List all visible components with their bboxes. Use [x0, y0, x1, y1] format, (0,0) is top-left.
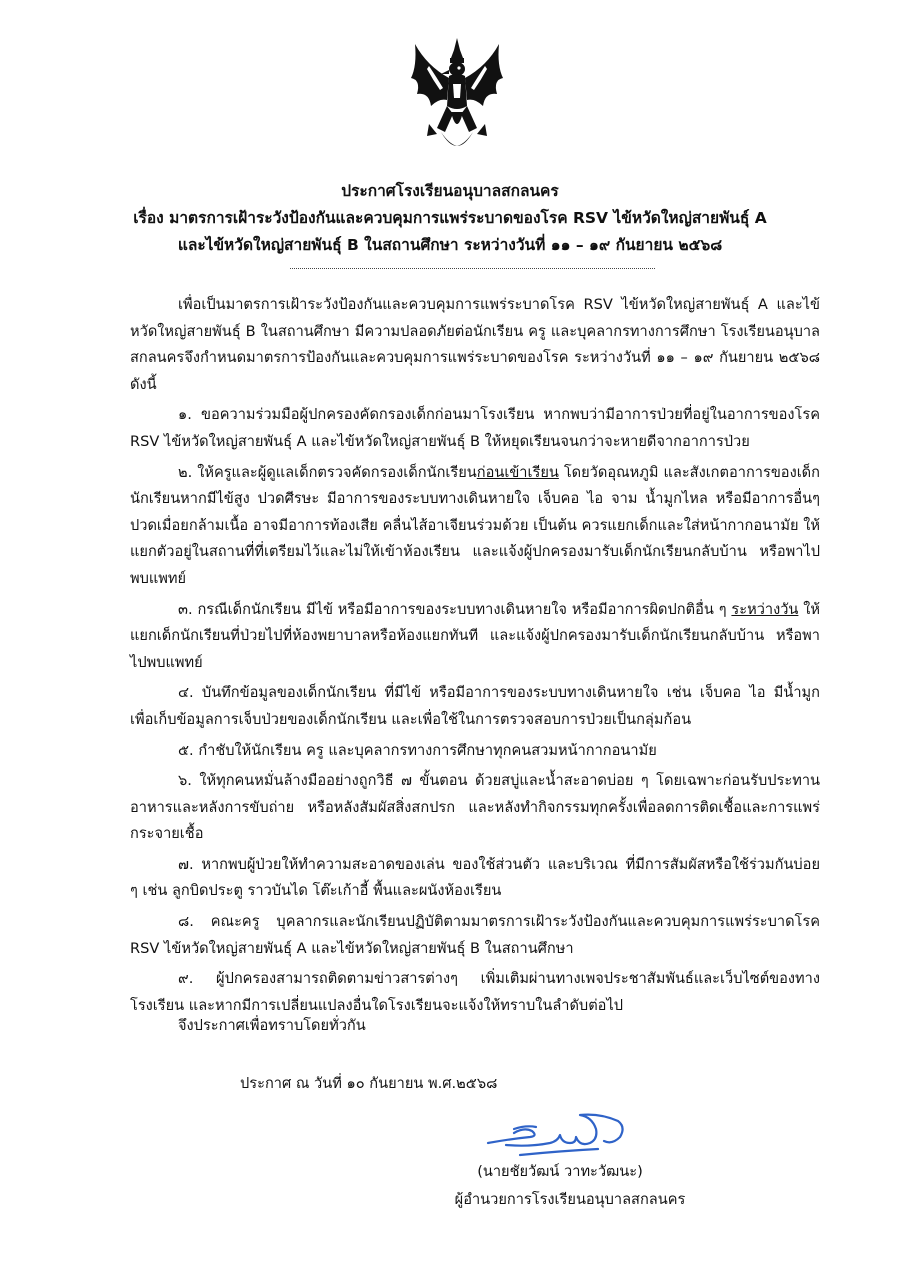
measure-item-2-underlined: ก่อนเข้าเรียน	[476, 463, 559, 481]
measure-item-3-rest: ให้แยกเด็กนักเรียนที่ป่วยไปที่ห้องพยาบาลหรือห้องแยกทันที และแจ้งผู้ปกครองมารับเด็กนักเรียนกลับบ้าน หรือพาไปพบแพทย์	[130, 600, 820, 671]
announcement-body	[130, 292, 820, 1023]
intro-paragraph: เพื่อเป็นมาตรการเฝ้าระวังป้องกันและควบคุมการแพร่ระบาดโรค RSV ไข้หวัดใหญ่สายพันธุ์ A และไข้หวัดใหญ่สายพันธุ์ B ในสถานศึกษา มีความปลอดภัยต่อนักเรียน ครู และบุคลากรทางการศึกษา โรงเรียนอนุบาลสกลนครจึงกำหนดมาตรการป้องกันและควบคุมการแพร่ระบาดของโรค ระหว่างวันที่ ๑๑ – ๑๙ กันยายน ๒๕๖๘ ดังนี้	[130, 296, 820, 393]
dotted-divider	[290, 268, 655, 269]
measure-item-6: ๖. ให้ทุกคนหมั่นล้างมืออย่างถูกวิธี ๗ ขั้นตอน ด้วยสบู่และน้ำสะอาดบ่อย ๆ โดยเฉพาะก่อนรับประทานอาหารและหลังการขับถ่าย หรือหลังสัมผัสสิ่งสกปรก และหลังทำกิจกรรมทุกครั้งเพื่อลดการติดเชื้อและการแพร่กระจายเชื้อ	[130, 772, 820, 843]
measure-item-9: ๙. ผู้ปกครองสามารถติดตามข่าวสารต่างๆ เพิ่มเติมผ่านทางเพจประชาสัมพันธ์และเว็บไซต์ของทางโรงเรียน และหากมีการเปลี่ยนแปลงอื่นใดโรงเรียนจะแจ้งให้ทราบในลำดับต่อไป	[130, 970, 820, 1014]
garuda-emblem	[407, 36, 507, 161]
measure-item-4: ๔. บันทึกข้อมูลของเด็กนักเรียน ที่มีไข้ หรือมีอาการของระบบทางเดินหายใจ เช่น เจ็บคอ ไอ มีน้ำมูก เพื่อเก็บข้อมูลการเจ็บป่วยของเด็กนักเรียน และเพื่อใช้ในการตรวจสอบการป่วยเป็นกลุ่มก้อน	[130, 684, 820, 728]
measure-item-7: ๗. หากพบผู้ป่วยให้ทำความสะอาดของเล่น ของใช้ส่วนตัว และบริเวณ ที่มีการสัมผัสหรือใช้ร่วมกันบ่อย ๆ เช่น ลูกบิดประตู ราวบันได โต๊ะเก้าอี้ พื้นและผนังห้องเรียน	[130, 855, 820, 900]
measure-item-3-start: ๓. กรณีเด็กนักเรียน มีไข้ หรือมีอาการของระบบทางเดินหายใจ หรือมีอาการผิดปกติอื่น ๆ	[178, 600, 732, 618]
subject-line-2: และไข้หวัดใหญ่สายพันธุ์ B ในสถานศึกษา ระหว่างวันที่ ๑๑ – ๑๙ กันยายน ๒๕๖๘	[177, 236, 723, 254]
measure-item-3	[130, 597, 820, 677]
signatory-position: ผู้อำนวยการโรงเรียนอนุบาลสกลนคร	[454, 1191, 686, 1208]
measure-item-3-underlined: ระหว่างวัน	[731, 600, 799, 618]
subject-line-1: เรื่อง มาตรการเฝ้าระวังป้องกันและควบคุมการแพร่ระบาดของโรค RSV ไข้หวัดใหญ่สายพันธุ์ A	[133, 209, 767, 227]
measure-item-2-rest: โดยวัดอุณหภูมิ และสังเกตอาการของเด็กนักเรียนหากมีไข้สูง ปวดศีรษะ มีอาการของระบบทางเดินหายใจ เจ็บคอ ไอ จาม น้ำมูกไหล หรือมีอาการอื่นๆ ปวดเมื่อยกล้ามเนื้อ อาจมีอาการท้องเสีย คลื่นไส้อาเจียนร่วมด้วย เป็นต้น ควรแยกเด็กและใส่หน้ากากอนามัย ให้แยกตัวอยู่ในสถานที่ที่เตรียมไว้และไม่ให้เข้าห้องเรียน และแจ้งผู้ปกครองมารับเด็กนักเรียนกลับบ้าน หรือพาไปพบแพทย์	[130, 463, 820, 587]
measure-item-1: ๑. ขอความร่วมมือผู้ปกครองคัดกรองเด็กก่อนมาโรงเรียน หากพบว่ามีอาการป่วยที่อยู่ในอาการของโรค RSV ไข้หวัดใหญ่สายพันธุ์ A และไข้หวัดใหญ่สายพันธุ์ B ให้หยุดเรียนจนกว่าจะหายดีจากอาการป่วย	[130, 406, 820, 450]
measure-item-2-start: ๒. ให้ครูและผู้ดูแลเด็กตรวจคัดกรองเด็กนักเรียน	[178, 463, 477, 481]
signature	[480, 1103, 630, 1165]
measure-item-8: ๘. คณะครู บุคลากรและนักเรียนปฏิบัติตามมาตรการเฝ้าระวังป้องกันและควบคุมการแพร่ระบาดโรค RSV ไข้หวัดใหญ่สายพันธุ์ A และไข้หวัดใหญ่สายพันธุ์ B ในสถานศึกษา	[130, 913, 820, 957]
signatory-name: (นายชัยวัฒน์ วาทะวัฒนะ)	[477, 1163, 643, 1180]
announcement-title: ประกาศโรงเรียนอนุบาลสกลนคร	[341, 182, 559, 200]
announcement-date: ประกาศ ณ วันที่ ๑๐ กันยายน พ.ศ.๒๕๖๘	[240, 1075, 498, 1092]
closing-statement: จึงประกาศเพื่อทราบโดยทั่วกัน	[178, 1017, 366, 1034]
measure-item-5: ๕. กำชับให้นักเรียน ครู และบุคลากรทางการศึกษาทุกคนสวมหน้ากากอนามัย	[178, 741, 657, 759]
measure-item-2	[130, 460, 820, 593]
